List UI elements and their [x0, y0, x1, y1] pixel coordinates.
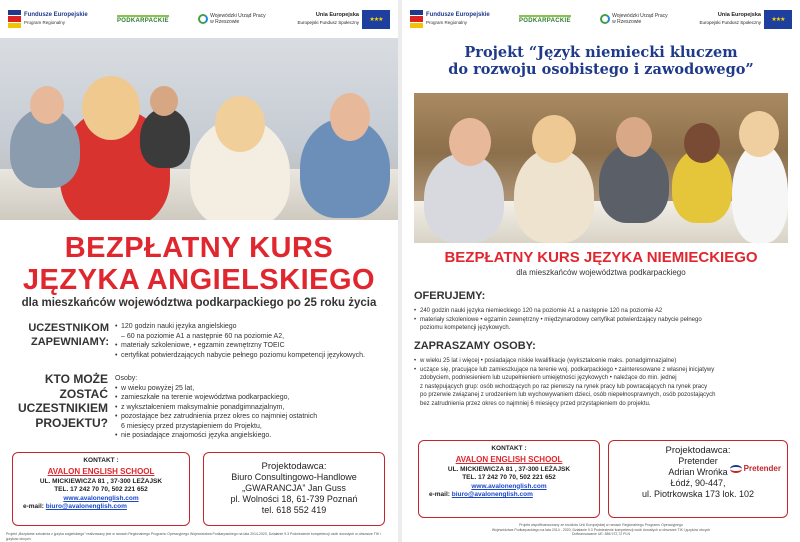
provider-name: Pretender — [678, 456, 718, 466]
provider-street: ul. Piotrkowska 173 lok. 102 — [641, 489, 755, 499]
pretender-logo: Pretender — [730, 463, 781, 474]
contact-header: KONTAKT : — [83, 457, 119, 464]
provider-name: Biuro Consultingowo-Handlowe — [231, 472, 357, 482]
podkarpackie-logo: PODKARPACKIE — [519, 15, 571, 24]
contact-box — [418, 440, 600, 518]
eu-flag-icon: ★★★ — [764, 10, 792, 29]
list-item: poziomu kompetencji językowych. — [420, 325, 511, 331]
course-title-line1: BEZPŁATNY KURS — [64, 232, 334, 264]
participants-label: UCZESTNIKOM ZAPEWNIAMY: — [28, 322, 109, 348]
english-course-poster — [0, 0, 398, 542]
wup-logo: Wojewódzki Urząd Pracy w Rzeszowie — [600, 13, 670, 25]
provider-person: Adrian Wrońka — [668, 467, 728, 477]
student-head — [449, 118, 491, 166]
project-provider-box — [203, 452, 385, 526]
student-head — [684, 123, 720, 163]
student-head — [616, 117, 652, 157]
list-item: bez zatrudnienia przez okres co najmniej 6 miesięcy przed przystąpieniem do projektu. — [420, 400, 651, 407]
email-link[interactable]: biuro@avalonenglish.com — [45, 503, 127, 510]
contact-phone: TEL. 17 242 70 70, 502 221 652 — [462, 474, 556, 481]
list-item: • zamieszkałe na terenie województwa podkarpackiego, — [115, 393, 390, 403]
email-link[interactable]: biuro@avalonenglish.com — [451, 491, 533, 498]
contact-address: UL. MICKIEWICZA 81 , 37-300 LEŻAJSK — [39, 477, 163, 485]
footer-note: Projekt współfinansowany ze środków Unii Europejskiej w ramach Regionalnego Programu Operacyjnego Województwa Podkarpackiego na lata 2014 - 2020, Działanie 9.3 Podniesienie kompetencji osób dorosłych w obszarze TIK i języków obcych Dofinansowanie UE: 886 972,72 PLN — [491, 523, 711, 536]
invite-label: ZAPRASZAMY OSOBY: — [414, 340, 536, 352]
eu-logo: Unia Europejska Europejski Fundusz Społeczny ★★★ — [699, 10, 792, 29]
project-provider-box — [608, 440, 788, 518]
provider-name-2: „GWARANCJA” Jan Guss — [242, 483, 346, 493]
contact-box — [12, 452, 190, 526]
wup-logo: Wojewódzki Urząd Pracy w Rzeszowie — [198, 13, 268, 25]
list-item: • nie posiadające znajomości języka angielskiego. — [115, 431, 390, 441]
contact-address: UL. MICKIEWICZA 81 , 37-300 LEŻAJSK — [447, 465, 571, 473]
student-head — [532, 115, 576, 163]
provider-header: Projektodawca: — [261, 461, 327, 472]
list-item: – 60 na poziomie A1 a następnie 60 na poziomie A2, — [121, 332, 285, 340]
list-item: • materiały szkoleniowe • egzamin zewnętrzny • międzynarodowy certyfikat potwierdzający nabycie pełnego — [414, 316, 790, 325]
logo-bar — [402, 0, 800, 38]
eu-logo: Unia Europejska Europejski Fundusz Społeczny ★★★ — [297, 10, 390, 29]
website-link[interactable]: www.avalonenglish.com — [471, 482, 547, 490]
student-head — [739, 111, 779, 157]
student-head — [330, 93, 370, 141]
list-item: Osoby: — [115, 375, 138, 382]
list-item: • 240 godzin nauki języka niemieckiego 120 na poziomie A1 a następnie 120 na poziomie A2 — [414, 307, 790, 316]
contact-header: KONTAKT : — [491, 445, 527, 452]
course-subtitle: dla mieszkańców województwa podkarpackiego — [516, 268, 686, 277]
fe-flag-icon — [410, 10, 423, 28]
offer-list — [414, 307, 790, 333]
german-course-poster — [402, 0, 800, 542]
contact-phone: TEL. 17 242 70 70, 502 221 652 — [54, 486, 148, 493]
list-item: • certyfikat potwierdzających nabycie pełnego poziomu kompetencji językowych. — [115, 351, 395, 361]
podkarpackie-logo: PODKARPACKIE — [117, 15, 169, 24]
list-item: • w wieku powyżej 25 lat, — [115, 384, 390, 394]
benefits-list — [115, 322, 395, 360]
list-item: • w wieku 25 lat i więcej • posiadające niskie kwalifikacje (wykształcenie maks. ponadgimnazjalne) — [414, 357, 790, 366]
student-head — [215, 96, 265, 152]
eu-flag-icon: ★★★ — [362, 10, 390, 29]
student-figure — [424, 153, 504, 243]
list-item: z następujących grup: osób wchodzących po raz pierwszy na rynek pracy lub powracających na rynek pracy — [420, 383, 708, 390]
fundusze-europejskie-logo: Fundusze Europejskie Program Regionalny — [410, 10, 490, 28]
email-label: e-mail: — [23, 503, 44, 510]
provider-address: pl. Wolności 18, 61-739 Poznań — [230, 494, 358, 504]
classroom-photo — [0, 38, 398, 220]
provider-phone: tel. 618 552 419 — [261, 505, 327, 515]
student-head — [30, 86, 64, 124]
invite-list — [414, 357, 790, 408]
eligibility-label: KTO MOŻE ZOSTAĆ UCZESTNIKIEM PROJEKTU? — [18, 372, 108, 430]
list-item: • uczące się, pracujące lub zamieszkujące na terenie woj. podkarpackiego • zainteresowane z własnej inicjatywy — [414, 366, 790, 375]
student-head — [82, 76, 140, 140]
pretender-mark-icon — [730, 465, 742, 473]
list-item: zdobyciem, podniesieniem lub uzupełnieniem umiejętności językowych • należące do min. jednej — [420, 375, 677, 381]
list-item: • pozostające bez zatrudnienia przez okres co najmniej ostatnich — [115, 412, 390, 422]
wup-mark-icon — [198, 14, 208, 24]
list-item: po przerwie związanej z urodzeniem lub wychowywaniem dzieci, osób niepełnosprawnych, osób pozostających — [420, 392, 716, 398]
student-figure — [140, 108, 190, 168]
list-item: • z wykształceniem maksymalnie ponadgimnazjalnym, — [115, 403, 390, 413]
list-item: • 120 godzin nauki języka angielskiego — [115, 322, 395, 332]
course-title-line2: JĘZYKA ANGIELSKIEGO — [22, 264, 376, 296]
school-name: AVALON ENGLISH SCHOOL — [455, 454, 563, 464]
fundusze-europejskie-logo: Fundusze Europejskie Program Regionalny — [8, 10, 88, 28]
logo-bar — [0, 0, 398, 38]
list-item: • materiały szkoleniowe, • egzamin zewnętrzny TOEIC — [115, 341, 395, 351]
footer-note: Projekt „Bezpłatne szkolenia z języka angielskiego” realizowany jest w ramach Regionalnego Programu Operacyjnego Województwa Podkarpackiego na lata 2014-2020, Działanie 9.3 Podniesienie kompetencji osób dorosłych w obszarze TIK i języków obcych. — [6, 532, 381, 541]
student-head — [150, 86, 178, 116]
wup-mark-icon — [600, 14, 610, 24]
website-link[interactable]: www.avalonenglish.com — [63, 494, 139, 502]
provider-city: Łódź, 90-447, — [670, 478, 726, 488]
offer-label: OFERUJEMY: — [414, 290, 486, 302]
email-label: e-mail: — [429, 491, 450, 498]
student-figure — [732, 143, 788, 243]
course-title: BEZPŁATNY KURS JĘZYKA NIEMIECKIEGO — [444, 249, 758, 266]
group-study-photo — [414, 93, 788, 243]
fe-flag-icon — [8, 10, 21, 28]
school-name: AVALON ENGLISH SCHOOL — [47, 466, 155, 476]
project-title: Projekt “Język niemiecki kluczem do rozwoju osobistego i zawodowego” — [448, 44, 754, 78]
list-item: 6 miesięcy przed przystąpieniem do Projektu, — [121, 422, 262, 430]
eligibility-list — [115, 374, 390, 441]
provider-header: Projektodawca: — [665, 445, 731, 456]
course-subtitle: dla mieszkańców województwa podkarpackiego po 25 roku życia — [21, 297, 377, 309]
